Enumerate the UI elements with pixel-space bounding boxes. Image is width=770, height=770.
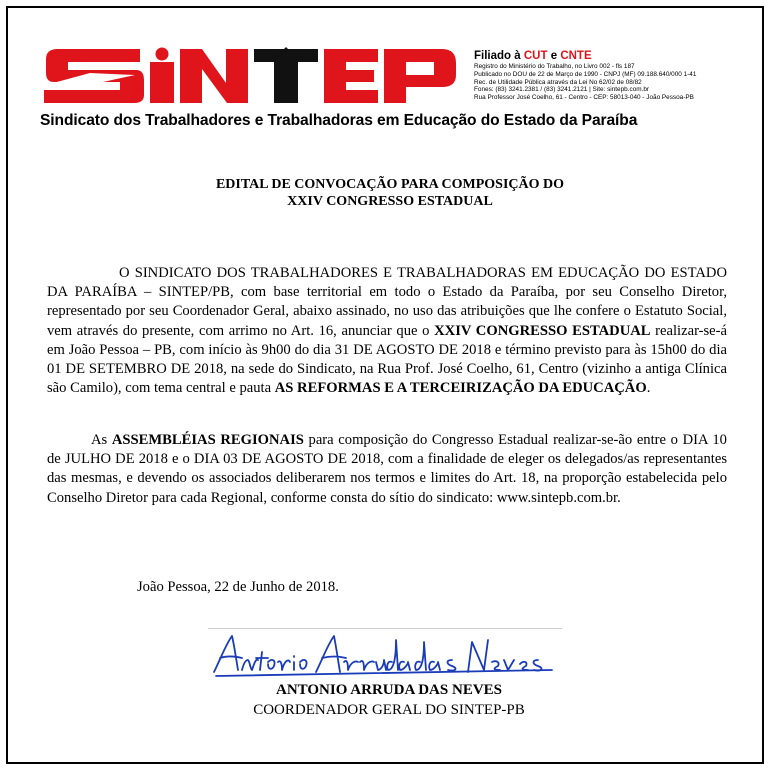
- document-title: [0, 176, 770, 210]
- sintep-logo: [40, 45, 465, 107]
- affiliation-conj: e: [550, 50, 558, 62]
- place-date: João Pessoa, 22 de Junho de 2018.: [137, 579, 339, 595]
- logo-letter-p: [384, 49, 456, 103]
- cut-label: CUT: [523, 50, 548, 62]
- cnte-label: CNTE: [560, 50, 592, 62]
- paragraph-1: [47, 264, 727, 398]
- logo-letter-n: [180, 49, 248, 103]
- affiliation-line: [474, 50, 696, 63]
- registry-line: Registro do Ministério do Trabalho, no Livro 002 - fls 187: [474, 63, 635, 70]
- p1-bold-congress: XXIV CONGRESSO ESTADUAL: [434, 322, 651, 339]
- handwritten-signature: [212, 630, 562, 682]
- p1-text-1: O SINDICATO DOS TRABALHADORES E TRABALHADORAS EM EDUCAÇÃO DO ESTADO DA PARAÍBA – SINTEP/PB, com base territorial em todo o Estado da Paraíba, por seu Conselho Diretor, representado por seu Coordenador Geral, abaixo assinado, no uso das atribuições que lhe confere o Estatuto Social, vem através do presente, com arrimo no Art. 16, anunciar que o: [47, 265, 727, 339]
- signer-role: COORDENADOR GERAL DO SINTEP-PB: [253, 702, 525, 718]
- logo-letter-e: [324, 49, 378, 103]
- phones-line: Fones: (83) 3241.2381 / (83) 3241.2121 | Site: sintepb.com.br: [474, 86, 650, 94]
- logo-letter-i: [150, 62, 174, 103]
- union-full-name: Sindicato dos Trabalhadores e Trabalhadoras em Educação do Estado da Paraíba: [40, 112, 638, 129]
- affiliation-block: [474, 50, 696, 102]
- address-line: Rua Professor José Coelho, 61 - Centro - CEP: 58013-040 - João Pessoa-PB: [474, 94, 694, 102]
- logo-letter-i-dot: [156, 48, 169, 61]
- publication-line: Publicado no DOU de 22 de Março de 1990 - CNPJ (MF) 09.188.640/000 1-41: [474, 70, 697, 78]
- affiliation-prefix: Filiado à: [474, 50, 521, 62]
- p2-text-1: As: [91, 432, 112, 448]
- p1-bold-theme: AS REFORMAS E A TERCEIRIZAÇÃO DA EDUCAÇÃO: [274, 380, 647, 397]
- p1-text-2: realizar-se-á em João Pessoa – PB, com início às 9h00 do dia 31 DE AGOSTO DE 2018 e término previsto para às 15h00 do dia 01 DE SETEMBRO DE 2018, na sede do Sindicato, na Rua Prof. José Coelho, 61, Centro (vizinho a antiga Clínica são Camilo), com tema central e pauta: [47, 322, 727, 397]
- signature-rule: [208, 628, 562, 629]
- p2-text-2: para composição do Congresso Estadual realizar-se-ão entre o DIA 10 de JULHO DE 2018 e o DIA 03 DE AGOSTO DE 2018, com a finalidade de eleger os delegados/as representantes das mesmas, e devendo os associados deliberarem nos termos e limites do Art. 18, na proporção estabelecida pelo Conselho Diretor para cada Regional, conforme consta do sítio do sindicato: www.sintepb.com.br.: [47, 432, 727, 506]
- paragraph-2: [47, 431, 727, 508]
- title-line-2: XXIV CONGRESSO ESTADUAL: [287, 194, 493, 209]
- title-line-1: EDITAL DE CONVOCAÇÃO PARA COMPOSIÇÃO DO: [215, 177, 565, 192]
- p1-text-3: .: [646, 380, 651, 397]
- signer-name: ANTONIO ARRUDA DAS NEVES: [275, 682, 503, 698]
- p2-bold-assemblies: ASSEMBLÉIAS REGIONAIS: [111, 432, 304, 448]
- utility-line: Rec. de Utilidade Pública através da Lei No 62/02 de 08/82: [474, 78, 642, 86]
